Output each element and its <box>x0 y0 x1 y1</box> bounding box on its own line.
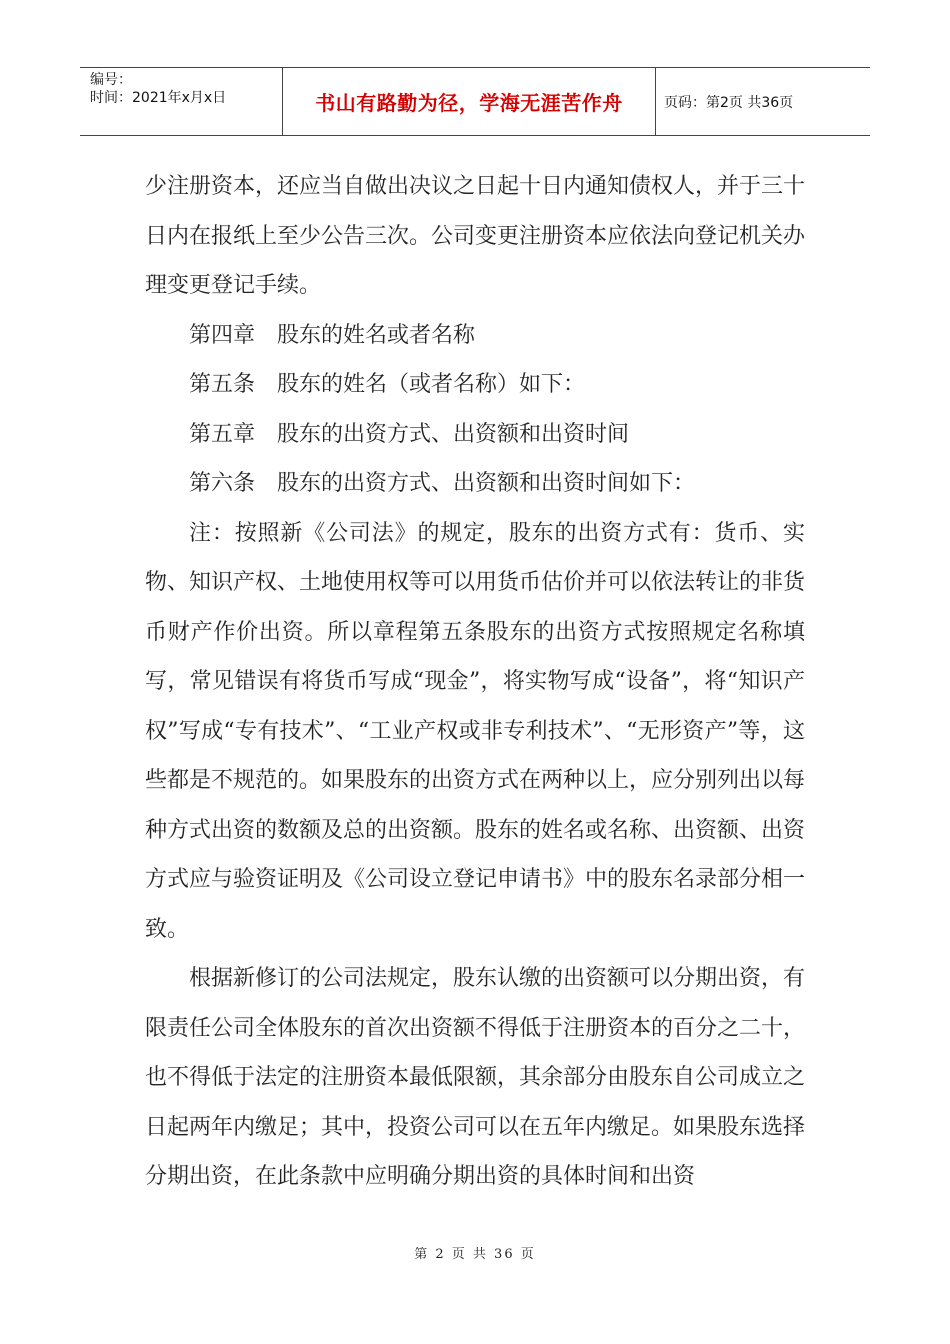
note-paragraph: 注：按照新《公司法》的规定，股东的出资方式有：货币、实物、知识产权、土地使用权等可以用货币估价并可以依法转让的非货币财产作价出资。所以章程第五条股东的出资方式按照规定名称填写，常见错误有将货币写成“现金”，将实物写成“设备”，将“知识产权”写成“专有技术”、“工业产权或非专利技术”、“无形资产”等，这些都是不规范的。如果股东的出资方式在两种以上，应分别列出以每种方式出资的数额及总的出资额。股东的姓名或名称、出资额、出资方式应与验资证明及《公司设立登记申请书》中的股东名录部分相一致。 <box>145 520 806 942</box>
document-time-label: 时间：2021年x月x日 <box>90 90 227 106</box>
header-motto: 书山有路勤为径，学海无涯苦作舟 <box>283 68 656 135</box>
article-five: 第五条 股东的姓名（或者名称）如下： <box>189 372 586 397</box>
document-header <box>80 67 870 136</box>
paragraph-continuation: 少注册资本，还应当自做出决议之日起十日内通知债权人，并于三十日内在报纸上至少公告三次。公司变更注册资本应依法向登记机关办理变更登记手续。 <box>145 174 806 298</box>
chapter-four-heading: 第四章 股东的姓名或者名称 <box>189 322 476 348</box>
document-number-label: 编号： <box>90 72 132 88</box>
header-meta-cell <box>80 68 283 135</box>
article-six: 第六条 股东的出资方式、出资额和出资时间如下： <box>189 471 696 496</box>
page-footer: 第 2 页 共 36 页 <box>414 1247 536 1262</box>
chapter-five-heading: 第五章 股东的出资方式、出资额和出资时间 <box>189 421 630 447</box>
header-page-info: 页码：第2页 共36页 <box>664 94 794 111</box>
document-body <box>145 162 805 1202</box>
installment-paragraph: 根据新修订的公司法规定，股东认缴的出资额可以分期出资，有限责任公司全体股东的首次出资额不得低于注册资本的百分之二十，也不得低于法定的注册资本最低限额，其余部分由股东自公司成立之日起两年内缴足；其中，投资公司可以在五年内缴足。如果股东选择分期出资，在此条款中应明确分期出资的具体时间和出资 <box>145 966 806 1189</box>
